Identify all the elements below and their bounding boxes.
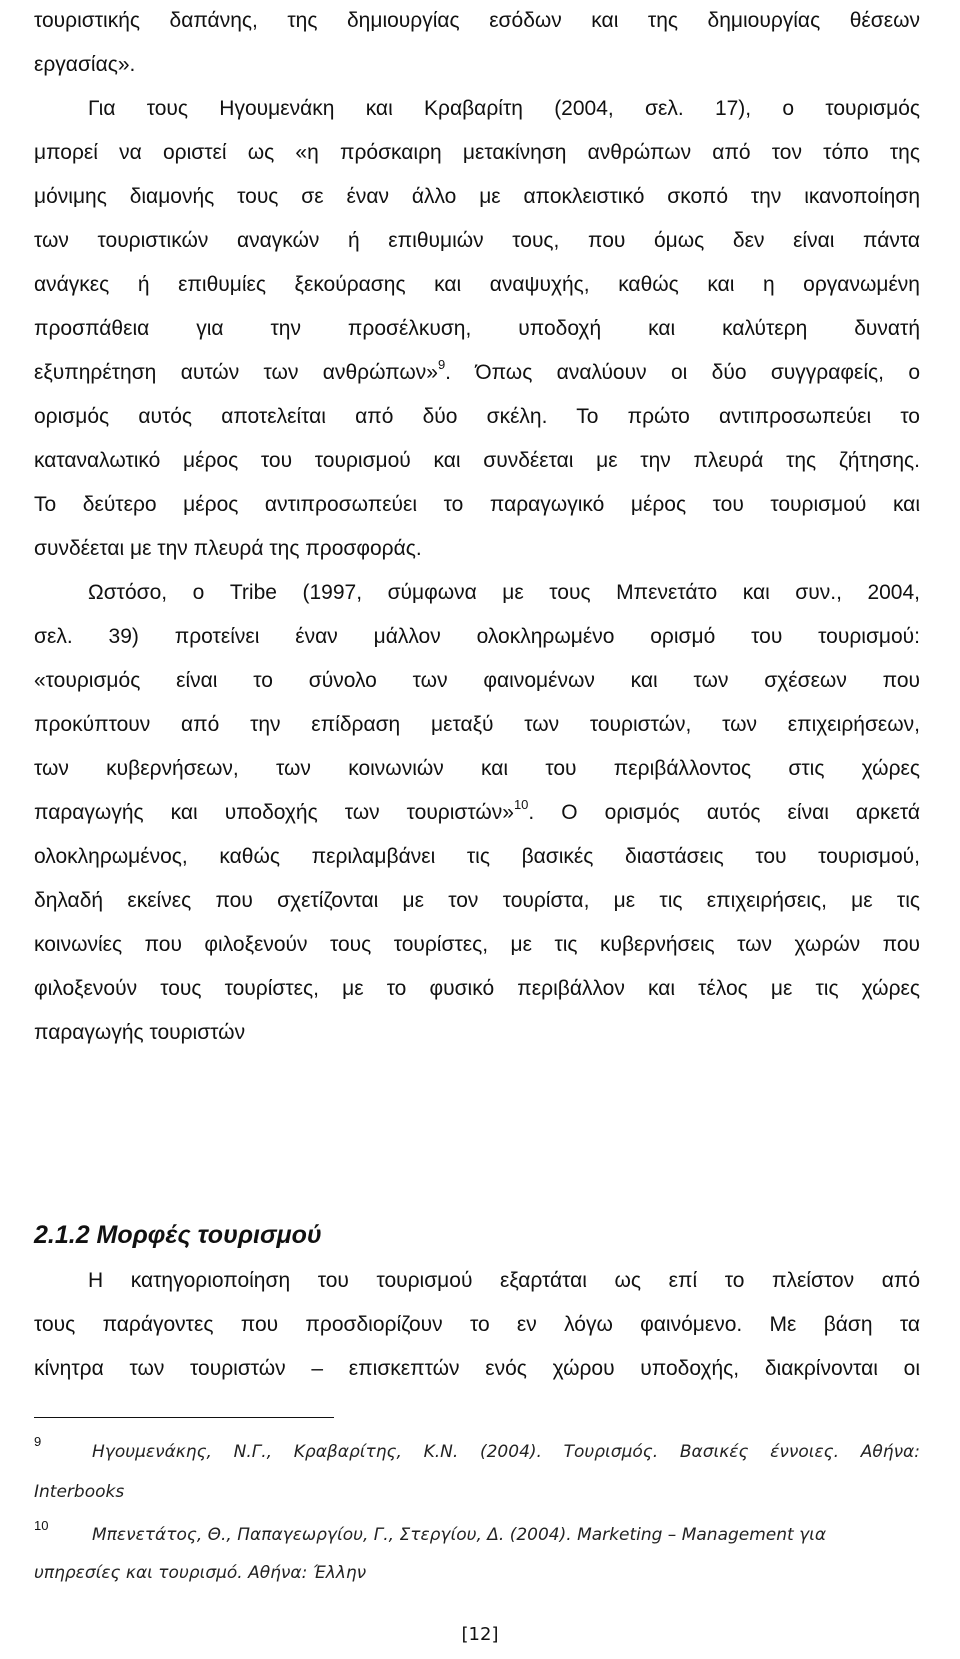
paragraph-line: προσπάθεια για την προσέλκυση, υποδοχή και καλύτερη δυνατή	[34, 317, 920, 340]
paragraph-line: «τουρισμός είναι το σύνολο των φαινομένων και των σχέσεων που	[34, 669, 920, 692]
footnote-number: 10	[34, 1518, 49, 1533]
text-run: εξυπηρέτηση αυτών των ανθρώπων»	[34, 361, 438, 384]
paragraph-line: τους παράγοντες που προσδιορίζουν το εν λόγω φαινόμενο. Με βάση τα	[34, 1313, 920, 1336]
paragraph-line: των τουριστικών αναγκών ή επιθυμιών τους, που όμως δεν είναι πάντα	[34, 229, 920, 252]
paragraph-line: καταναλωτικό μέρος του τουρισμού και συνδέεται με την πλευρά της ζήτησης.	[34, 449, 920, 472]
paragraph-line: των κυβερνήσεων, των κοινωνιών και του περιβάλλοντος στις χώρες	[34, 757, 920, 780]
paragraph-line	[34, 798, 920, 828]
footnote-ref[interactable]: 9	[437, 357, 446, 372]
footnote-separator	[34, 1417, 334, 1418]
footnote-text: Ηγουμενάκης, Ν.Γ., Κραβαρίτης, Κ.Ν. (2004). Τουρισμός. Βασικές έννοιες. Αθήνα:	[92, 1442, 920, 1462]
paragraph-line: ανάγκες ή επιθυμίες ξεκούρασης και αναψυχής, καθώς και η οργανωμένη	[34, 273, 920, 296]
page-number: [12]	[461, 1624, 499, 1645]
paragraph-line: δηλαδή εκείνες που σχετίζονται με τον τουρίστα, με τις επιχειρήσεις, με τις	[34, 889, 920, 912]
paragraph-line: παραγωγής τουριστών	[34, 1021, 246, 1044]
paragraph-line: Ωστόσο, ο Tribe (1997, σύμφωνα με τους Μπενετάτο και συν., 2004,	[88, 581, 920, 604]
paragraph-line: φιλοξενούν τους τουρίστες, με το φυσικό περιβάλλον και τέλος με τις χώρες	[34, 977, 920, 1000]
paragraph-line: κίνητρα των τουριστών – επισκεπτών ενός χώρου υποδοχής, διακρίνονται οι	[34, 1357, 920, 1380]
paragraph-line: Η κατηγοριοποίηση του τουρισμού εξαρτάται ως επί το πλείστον από	[88, 1269, 920, 1292]
text-run: παραγωγής και υποδοχής των τουριστών»	[34, 801, 514, 824]
paragraph-line: εργασίας».	[34, 53, 136, 76]
paragraph-line: κοινωνίες που φιλοξενούν τους τουρίστες, με τις κυβερνήσεις των χωρών που	[34, 933, 920, 956]
paragraph-line: προκύπτουν από την επίδραση μεταξύ των τουριστών, των επιχειρήσεων,	[34, 713, 920, 736]
paragraph-line: μπορεί να οριστεί ως «η πρόσκαιρη μετακίνηση ανθρώπων από τον τόπο της	[34, 141, 920, 164]
footnote-text: υπηρεσίες και τουρισμό. Αθήνα: Έλλην	[34, 1563, 367, 1583]
paragraph-line: ολοκληρωμένος, καθώς περιλαμβάνει τις βασικές διαστάσεις του τουρισμού,	[34, 845, 920, 868]
footnote-ref[interactable]: 10	[513, 797, 529, 812]
section-heading: 2.1.2 Μορφές τουρισμού	[34, 1221, 322, 1249]
text-run: . Ο ορισμός αυτός είναι αρκετά	[528, 801, 921, 824]
paragraph-line: τουριστικής δαπάνης, της δημιουργίας εσόδων και της δημιουργίας θέσεων	[34, 9, 920, 32]
paragraph-line: Για τους Ηγουμενάκη και Κραβαρίτη (2004, σελ. 17), ο τουρισμός	[88, 97, 920, 120]
paragraph-line: ορισμός αυτός αποτελείται από δύο σκέλη. Το πρώτο αντιπροσωπεύει το	[34, 405, 920, 428]
paragraph-line: συνδέεται με την πλευρά της προσφοράς.	[34, 537, 422, 560]
footnote-text: Interbooks	[34, 1482, 125, 1502]
paragraph-line	[34, 358, 920, 388]
paragraph-line: σελ. 39) προτείνει έναν μάλλον ολοκληρωμένο ορισμό του τουρισμού:	[34, 625, 920, 648]
footnote-number: 9	[34, 1434, 42, 1449]
footnote-text: Μπενετάτος, Θ., Παπαγεωργίου, Γ., Στεργίου, Δ. (2004). Marketing – Management για	[92, 1525, 827, 1545]
paragraph-line: μόνιμης διαμονής τους σε έναν άλλο με αποκλειστικό σκοπό την ικανοποίηση	[34, 185, 920, 208]
text-run: . Όπως αναλύουν οι δύο συγγραφείς, ο	[445, 361, 921, 384]
paragraph-line: Το δεύτερο μέρος αντιπροσωπεύει το παραγωγικό μέρος του τουρισμού και	[34, 493, 920, 516]
